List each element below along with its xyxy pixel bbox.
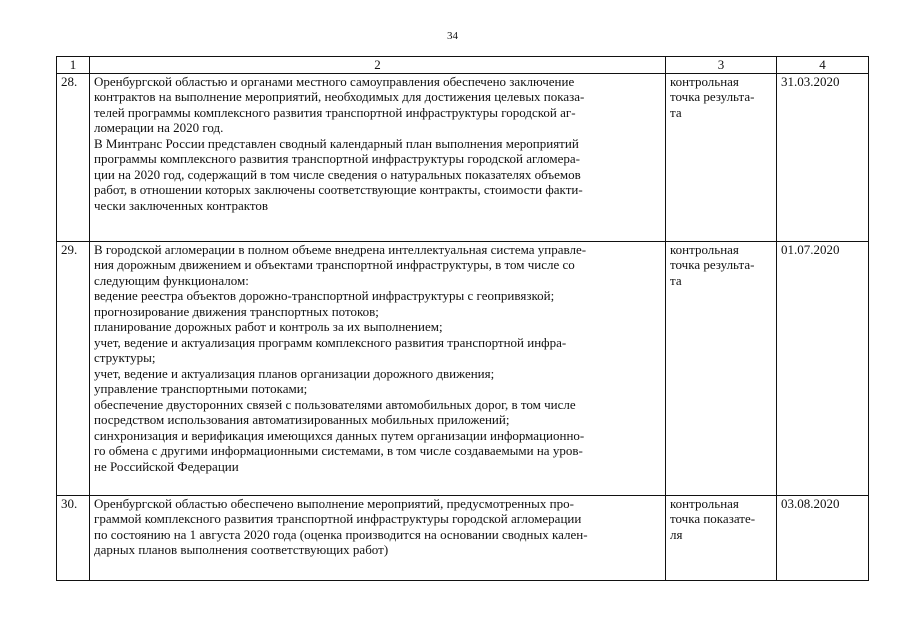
event-description [90,73,666,241]
column-header-4: 4 [777,57,869,74]
row-number: 30. [57,495,90,580]
type-line: ля [670,526,683,542]
table-row [57,241,869,495]
row-number: 28. [57,73,90,241]
table-row [57,495,869,580]
event-description [90,495,666,580]
column-header-2: 2 [90,57,666,74]
type-line: контрольная [670,241,739,257]
control-points-table [56,56,869,581]
description-line: следующим функционалом: [94,272,249,288]
type-line: точка результа- [670,89,755,104]
description-line: граммой комплексного развития транспортной инфраструктуры городской агломерации [94,511,582,526]
control-point-type [666,495,777,580]
description-line: учет, ведение и актуализация программ комплексного развития транспортной инфра- [94,334,567,350]
description-line: управление транспортными потоками; [94,381,308,396]
description-line: учет, ведение и актуализация планов организации дорожного движения; [94,365,495,381]
type-line: контрольная [670,73,739,89]
description-line: ведение реестра объектов дорожно-транспортной инфраструктуры с геопривязкой; [94,288,555,303]
table-row [57,73,869,241]
type-line: точка результа- [670,257,755,272]
description-line: Оренбургской областью и органами местного самоуправления обеспечено заключение [94,73,575,89]
type-line: та [670,272,682,288]
column-header-3: 3 [666,57,777,74]
description-line: дарных планов выполнения соответствующих работ) [94,542,389,557]
description-line: Оренбургской областью обеспечено выполнение мероприятий, предусмотренных про- [94,495,574,511]
event-description [90,241,666,495]
description-line: В городской агломерации в полном объеме внедрена интеллектуальная система управле- [94,241,587,257]
type-line: та [670,104,682,120]
description-line: ломерации на 2020 год. [94,120,224,135]
description-line: телей программы комплексного развития транспортной инфраструктуры городской аг- [94,104,576,120]
description-line: прогнозирование движения транспортных потоков; [94,303,379,319]
description-line: ния дорожным движением и объектами транспортной инфраструктуры, в том числе со [94,257,575,272]
deadline-date: 31.03.2020 [777,73,869,241]
control-point-type [666,241,777,495]
description-line: синхронизация и верификация имеющихся данных путем организации информационно- [94,427,585,443]
description-line: по состоянию на 1 августа 2020 года (оценка производится на основании сводных кален- [94,526,588,542]
description-line: В Минтранс России представлен сводный календарный план выполнения мероприятий [94,135,579,151]
description-line: программы комплексного развития транспортной инфраструктуры городской агломера- [94,151,581,166]
deadline-date: 03.08.2020 [777,495,869,580]
description-line: структуры; [94,350,156,365]
column-header-1: 1 [57,57,90,74]
page-number: 34 [447,30,458,42]
type-line: контрольная [670,495,739,511]
table-header-row [57,57,869,74]
description-line: планирование дорожных работ и контроль за их выполнением; [94,319,443,334]
control-point-type [666,73,777,241]
row-number: 29. [57,241,90,495]
description-line: го обмена с другими информационными системами, в том числе создаваемыми на уров- [94,443,583,458]
description-line: обеспечение двусторонних связей с пользователями автомобильных дорог, в том числе [94,396,576,412]
description-line: работ, в отношении которых заключены соответствующие контракты, стоимости факти- [94,182,583,197]
type-line: точка показате- [670,511,756,526]
description-line: не Российской Федерации [94,458,239,474]
description-line: ции на 2020 год, содержащий в том числе сведения о натуральных показателях объемов [94,166,581,182]
description-line: чески заключенных контрактов [94,197,269,213]
table-body [57,73,869,580]
description-line: посредством использования автоматизированных мобильных приложений; [94,412,510,427]
deadline-date: 01.07.2020 [777,241,869,495]
description-line: контрактов на выполнение мероприятий, необходимых для достижения целевых показа- [94,89,585,104]
